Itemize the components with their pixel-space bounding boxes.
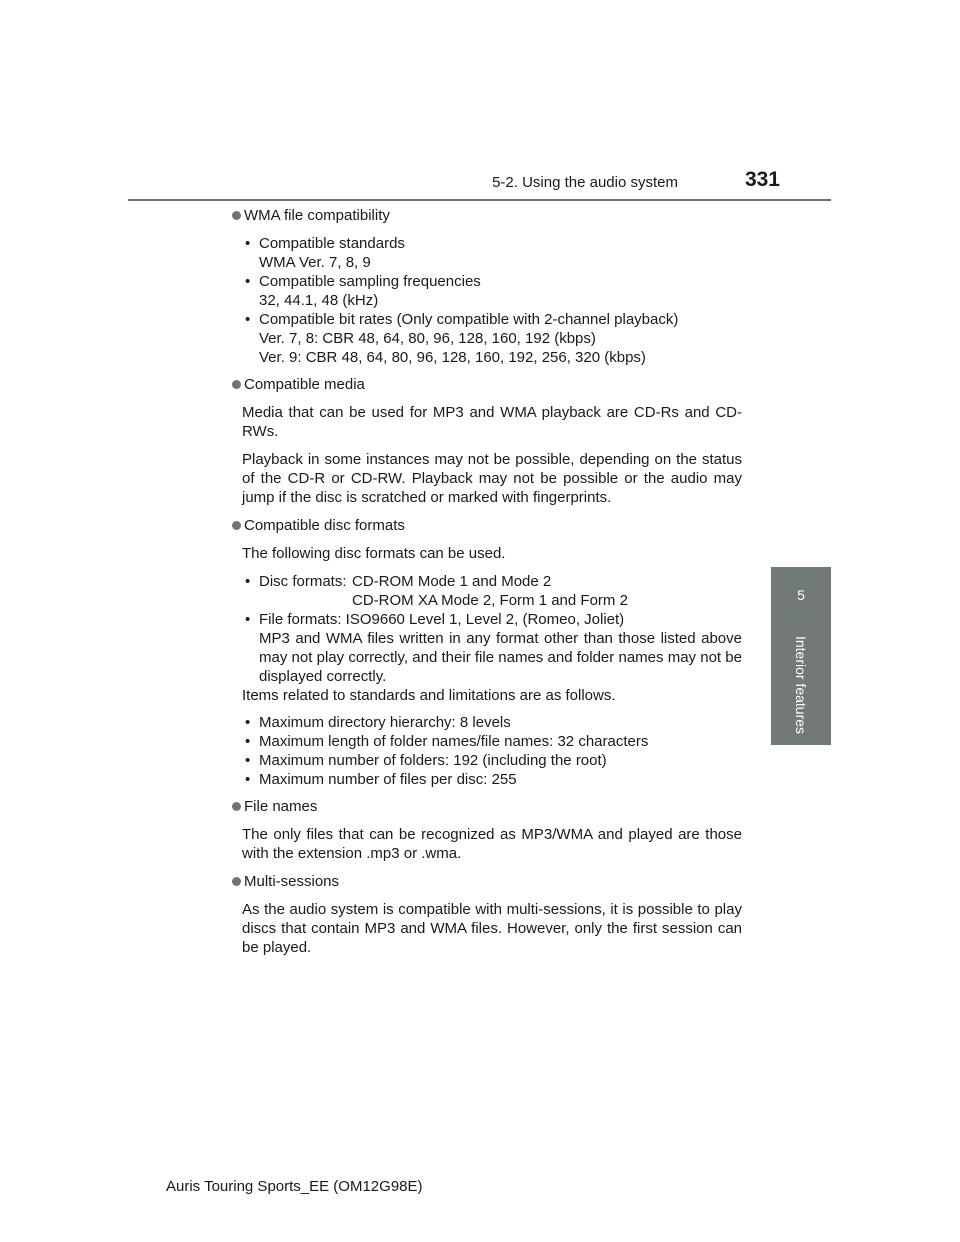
list-item: • Disc formats: CD-ROM Mode 1 and Mode 2 CD-ROM XA Mode 2, Form 1 and Form 2 bbox=[245, 573, 628, 609]
header-rule bbox=[128, 199, 831, 201]
bullet-heading-media: Compatible media bbox=[232, 375, 742, 394]
media-paragraph: Media that can be used for MP3 and WMA playback are CD-Rs and CD-RWs. bbox=[242, 404, 742, 440]
bullet-dot-icon bbox=[232, 380, 241, 389]
chapter-tab-number: 5 bbox=[771, 567, 831, 625]
list-item: • Compatible standards WMA Ver. 7, 8, 9 bbox=[245, 235, 405, 271]
bullet-heading-disc-formats: Compatible disc formats bbox=[232, 516, 742, 535]
disc-formats-intro: The following disc formats can be used. bbox=[242, 545, 506, 562]
limits-intro: Items related to standards and limitations are as follows. bbox=[242, 687, 616, 704]
section-header: 5-2. Using the audio system bbox=[492, 174, 678, 191]
list-item: • Compatible sampling frequencies 32, 44.1, 48 (kHz) bbox=[245, 273, 481, 309]
list-item: • Maximum length of folder names/file names: 32 characters bbox=[245, 733, 649, 750]
file-names-paragraph: The only files that can be recognized as MP3/WMA and played are those with the extension .mp3 or .wma. bbox=[242, 826, 742, 862]
wma-specs-list bbox=[242, 234, 742, 367]
list-item: • Maximum directory hierarchy: 8 levels bbox=[245, 714, 511, 731]
limits-list bbox=[242, 713, 742, 789]
bullet-heading-file-names: File names bbox=[232, 797, 742, 816]
bullet-heading-multi-sessions: Multi-sessions bbox=[232, 872, 742, 891]
footer-model: Auris Touring Sports_EE (OM12G98E) bbox=[166, 1178, 423, 1195]
bullet-dot-icon bbox=[232, 877, 241, 886]
page-content bbox=[232, 206, 742, 966]
media-paragraph: Playback in some instances may not be possible, depending on the status of the CD-R or CD-RW. Playback may not be possible or the audio may jump if the disc is scratched or marked with fingerprints. bbox=[242, 451, 742, 506]
list-item: • File formats: ISO9660 Level 1, Level 2, (Romeo, Joliet) MP3 and WMA files written in any format other than those listed above may not play correctly, and their file names and folder names may not be displayed correctly. bbox=[245, 611, 742, 685]
list-item: • Compatible bit rates (Only compatible with 2-channel playback) Ver. 7, 8: CBR 48, 64, 80, 96, 128, 160, 192 (kbps) Ver. 9: CBR 48, 64, 80, 96, 128, 160, 192, 256, 320 (kbps) bbox=[245, 311, 679, 366]
chapter-tab bbox=[771, 625, 831, 745]
bullet-heading-wma: WMA file compatibility bbox=[232, 206, 742, 225]
chapter-tab-title: Interior features bbox=[793, 635, 809, 735]
page-number: 331 bbox=[744, 168, 780, 191]
bullet-dot-icon bbox=[232, 521, 241, 530]
bullet-dot-icon bbox=[232, 211, 241, 220]
list-item: • Maximum number of folders: 192 (including the root) bbox=[245, 752, 607, 769]
multi-sessions-paragraph: As the audio system is compatible with multi-sessions, it is possible to play discs that contain MP3 and WMA files. However, only the first session can be played. bbox=[242, 901, 742, 956]
bullet-dot-icon bbox=[232, 802, 241, 811]
list-item: • Maximum number of files per disc: 255 bbox=[245, 771, 517, 788]
